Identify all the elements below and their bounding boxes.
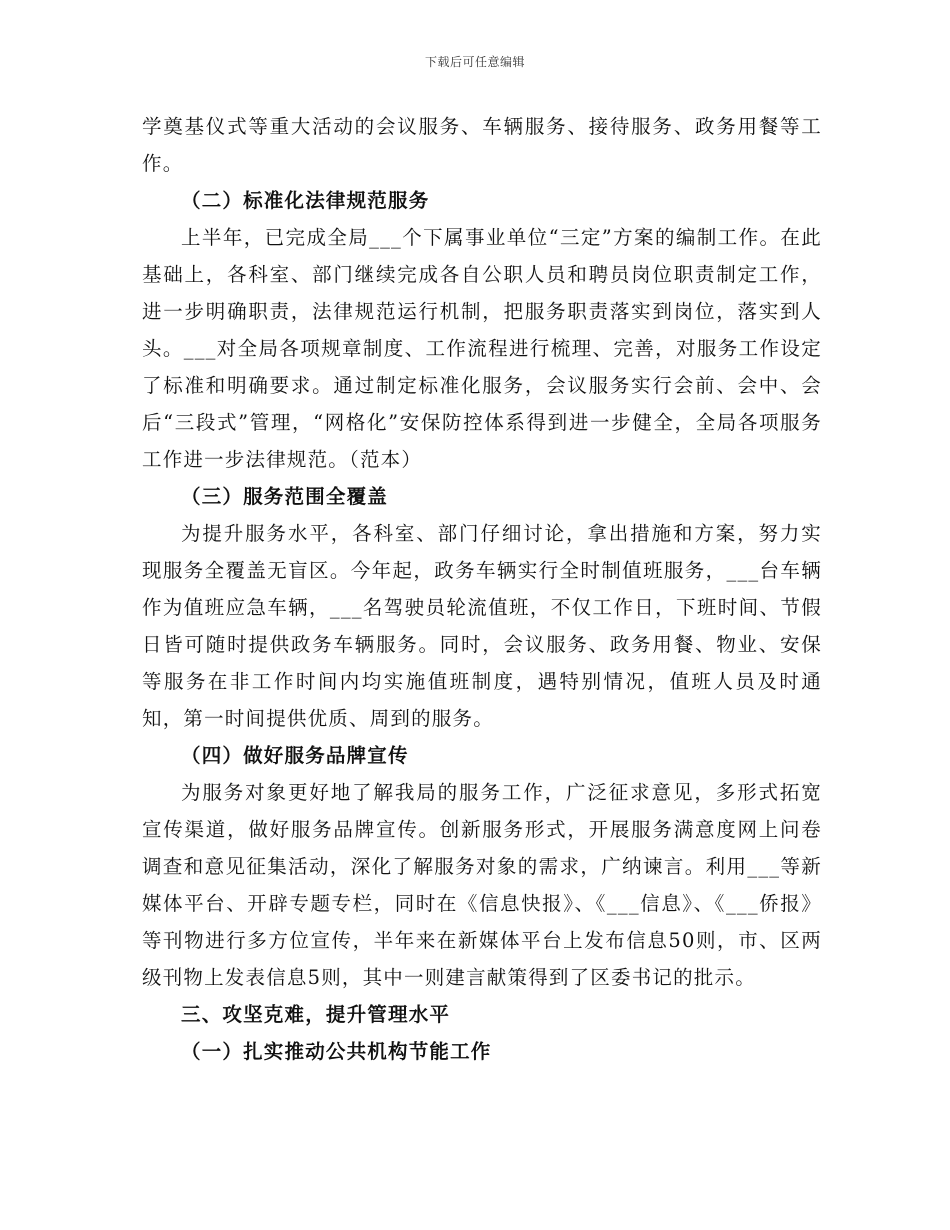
chapter-heading-management: 三、攻坚克难，提升管理水平 [181, 1003, 451, 1026]
paragraph-brand-promotion: 为服务对象更好地了解我局的服务工作，广泛征求意见，多形式拓宽宣传渠道，做好服务品牌宣传。创新服务形式，开展服务满意度网上问卷调查和意见征集活动，深化了解服务对象的需求，广纳谏言。利用___等新媒体平台、开辟专题专栏，同时在《信息快报》、《___信息》、《___侨报》等刊物进行多方位宣传，半年来在新媒体平台上发布信息50则，市、区两级刊物上发表信息5则，其中一则建言献策得到了区委书记的批示。 [142, 781, 822, 989]
section-heading-energy-saving: （一）扎实推动公共机构节能工作 [181, 1040, 492, 1063]
section-heading-brand-promotion: （四）做好服务品牌宣传 [181, 744, 409, 767]
paragraph-standardized-service: 上半年，已完成全局___个下属事业单位“三定”方案的编制工作。在此基础上，各科室、部门继续完成各自公职人员和聘员岗位职责制定工作，进一步明确职责，法律规范运行机制，把服务职责落实到岗位，落实到人头。___对全局各项规章制度、工作流程进行梳理、完善，对服务工作设定了标准和明确要求。通过制定标准化服务，会议服务实行会前、会中、会后“三段式”管理，“网格化”安保防控体系得到进一步健全，全局各项服务工作进一步法律规范。（范本） [142, 226, 822, 471]
document-body [142, 108, 822, 1070]
paragraph-full-coverage: 为提升服务水平，各科室、部门仔细讨论，拿出措施和方案，努力实现服务全覆盖无盲区。今年起，政务车辆实行全时制值班服务，___台车辆作为值班应急车辆，___名驾驶员轮流值班，不仅工作日，下班时间、节假日皆可随时提供政务车辆服务。同时，会议服务、政务用餐、物业、安保等服务在非工作时间内均实施值班制度，遇特别情况，值班人员及时通知，第一时间提供优质、周到的服务。 [142, 522, 822, 730]
section-heading-full-coverage: （三）服务范围全覆盖 [181, 485, 389, 508]
page-header: 下载后可任意编辑 [424, 55, 525, 69]
paragraph-continuation: 学奠基仪式等重大活动的会议服务、车辆服务、接待服务、政务用餐等工作。 [142, 115, 822, 175]
section-heading-standardized-service: （二）标准化法律规范服务 [181, 189, 430, 212]
